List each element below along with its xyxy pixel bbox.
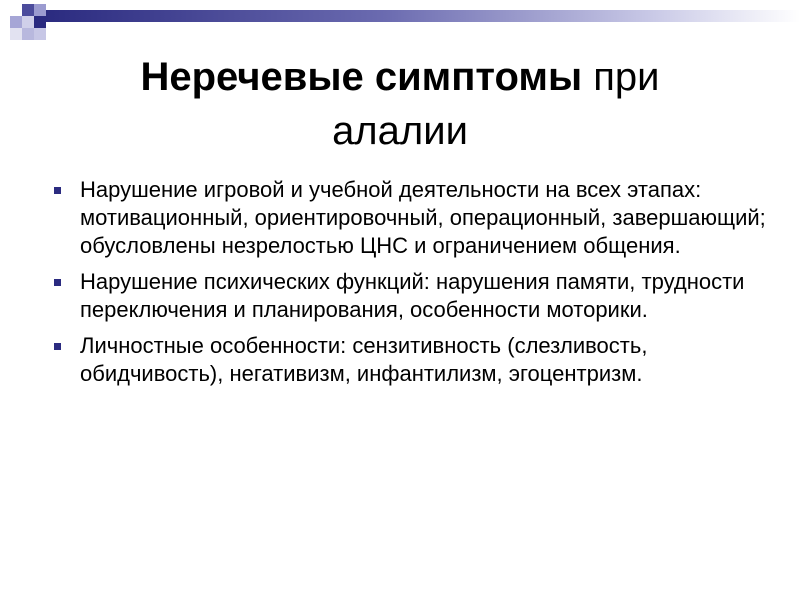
bullet-list: [50, 176, 770, 396]
slide-title-normal: при: [582, 55, 660, 99]
square-bullet-icon: [54, 343, 61, 350]
decorative-square-icon: [34, 16, 46, 28]
decorative-square-icon: [22, 4, 34, 16]
bullet-text: Личностные особенности: сензитивность (слезливость, обидчивость), негативизм, инфантилизм, эгоцентризм.: [80, 333, 648, 386]
square-bullet-icon: [54, 187, 61, 194]
bullet-text: Нарушение психических функций: нарушения памяти, трудности переключения и планирования, особенности моторики.: [80, 269, 745, 322]
decorative-square-icon: [10, 16, 22, 28]
slide-title-bold: Неречевые симптомы: [140, 55, 583, 99]
decorative-square-icon: [22, 28, 34, 40]
bullet-item: [50, 332, 770, 388]
bullet-item: [50, 176, 770, 260]
bullet-item: [50, 268, 770, 324]
decorative-square-icon: [34, 4, 46, 16]
bullet-text: Нарушение игровой и учебной деятельности на всех этапах: мотивационный, ориентировочный, операционный, завершающий; обусловлены незрелостью ЦНС и ограничением общения.: [80, 177, 766, 258]
slide-title: [60, 50, 740, 158]
slide-title-line-2: алалии: [332, 109, 468, 153]
decorative-square-icon: [22, 16, 34, 28]
square-bullet-icon: [54, 279, 61, 286]
decorative-square-icon: [34, 28, 46, 40]
header-gradient-bar: [46, 10, 800, 22]
decorative-square-icon: [10, 28, 22, 40]
